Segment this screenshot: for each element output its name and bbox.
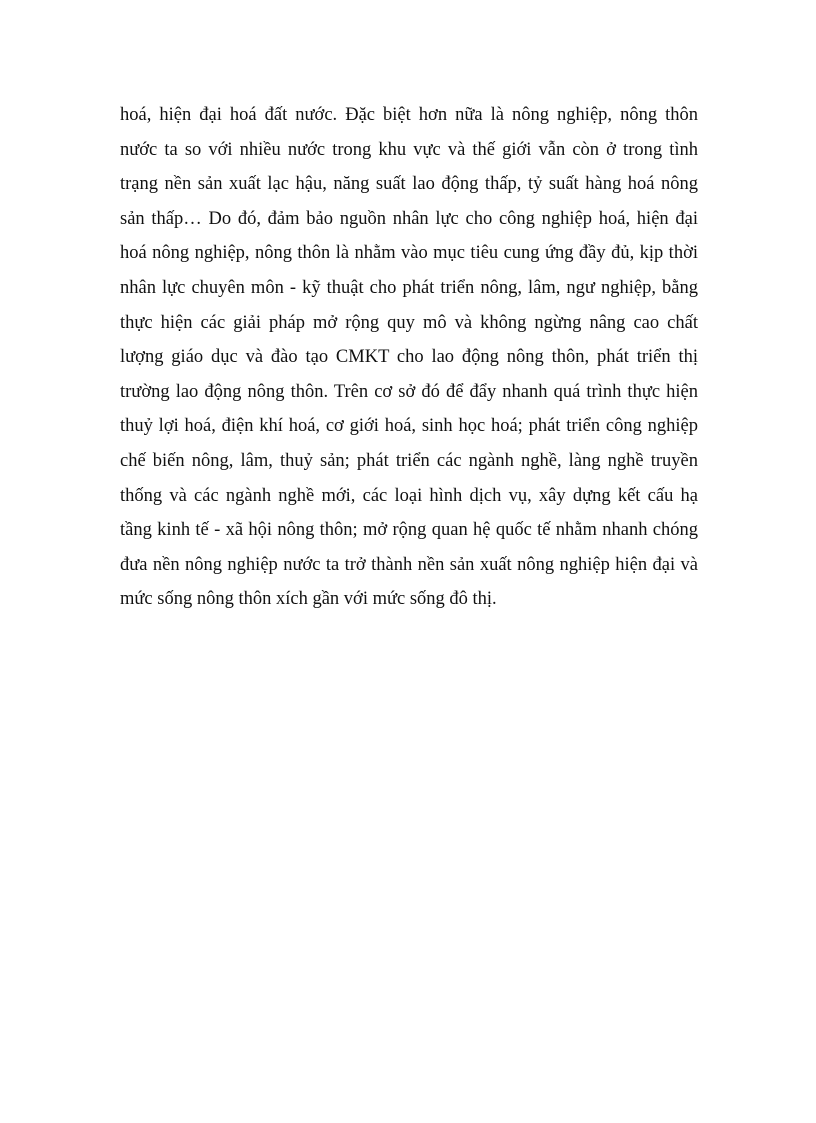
paragraph-line: thống và các ngành nghề mới, các loại hình dịch vụ, xây dựng kết cấu hạ — [120, 485, 698, 506]
paragraph-line: thuỷ lợi hoá, điện khí hoá, cơ giới hoá, sinh học hoá; phát triển công nghiệp — [120, 416, 698, 437]
paragraph-line: nước ta so với nhiều nước trong khu vực và thế giới vẫn còn ở trong tình — [120, 139, 698, 160]
paragraph-line: chế biến nông, lâm, thuỷ sản; phát triển các ngành nghề, làng nghề truyền — [120, 450, 698, 471]
paragraph-last-line: mức sống nông thôn xích gần với mức sống đô thị. — [120, 589, 497, 610]
paragraph-line: hoá, hiện đại hoá đất nước. Đặc biệt hơn nữa là nông nghiệp, nông thôn — [120, 105, 698, 125]
paragraph-line: thực hiện các giải pháp mở rộng quy mô và không ngừng nâng cao chất — [120, 312, 698, 333]
paragraph-line: trường lao động nông thôn. Trên cơ sở đó để đẩy nhanh quá trình thực hiện — [120, 381, 698, 402]
paragraph-line: sản thấp… Do đó, đảm bảo nguồn nhân lực cho công nghiệp hoá, hiện đại — [120, 208, 698, 229]
paragraph-line: tầng kinh tế - xã hội nông thôn; mở rộng quan hệ quốc tế nhằm nhanh chóng — [120, 520, 698, 541]
paragraph-line: lượng giáo dục và đào tạo CMKT cho lao động nông thôn, phát triển thị — [120, 347, 698, 368]
paragraph-line: đưa nền nông nghiệp nước ta trở thành nền sản xuất nông nghiệp hiện đại và — [120, 554, 698, 575]
paragraph-line: trạng nền sản xuất lạc hậu, năng suất lao động thấp, tỷ suất hàng hoá nông — [120, 174, 698, 195]
body-paragraph — [120, 98, 698, 617]
paragraph-line: nhân lực chuyên môn - kỹ thuật cho phát triển nông, lâm, ngư nghiệp, bằng — [120, 277, 698, 298]
paragraph-line: hoá nông nghiệp, nông thôn là nhằm vào mục tiêu cung ứng đầy đủ, kịp thời — [120, 243, 698, 264]
